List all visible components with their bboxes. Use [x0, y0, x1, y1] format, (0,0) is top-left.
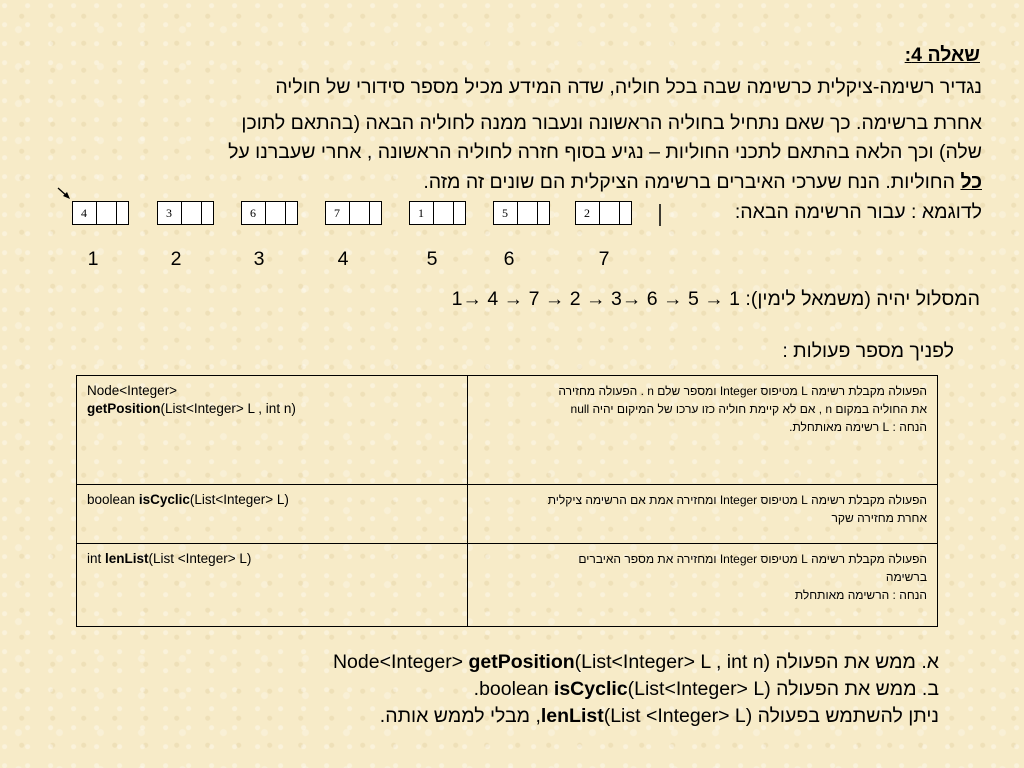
question-line-2: אחרת ברשימה. כך שאם נתחיל בחוליה הראשונה ונעבור ממנה לחוליה הבאה (בהתאם לתוכן: [241, 112, 982, 134]
operation-signature: boolean isCyclic(List<Integer> L): [77, 485, 468, 544]
list-node: [409, 201, 466, 225]
node-value: 7: [326, 202, 350, 224]
task-c: ניתן להשתמש בפעולה lenList(List <Integer> L), מבלי לממש אותה.: [379, 705, 939, 727]
question-line-1: נגדיר רשימה-ציקלית כרשימה שבה בכל חוליה, שדה המידע מכיל מספר סידורי של חוליה: [275, 76, 982, 98]
question-title: שאלה 4:: [904, 44, 980, 66]
question-line-3: שלה) וכך הלאה בהתאם לתכני החוליות – נגיע בסוף חזרה לחוליה הראשונה , אחרי שעברנו על: [228, 141, 982, 163]
path-line: המסלול יהיה (משמאל לימין): 1 → 5 → 6 →3 → 2 → 7 → 4 →1: [451, 288, 980, 310]
node-value: 1: [410, 202, 434, 224]
list-node: [575, 201, 632, 225]
example-line: לדוגמא : עבור הרשימה הבאה:: [734, 201, 982, 223]
question-line-4-text: החוליות. הנח שערכי האיברים ברשימה הציקלית הם שונים זה מזה.: [423, 171, 956, 193]
position-label: 1: [87, 248, 99, 270]
node-value: 2: [576, 202, 600, 224]
node-value: 3: [158, 202, 182, 224]
position-label: 6: [503, 248, 515, 270]
table-row: [77, 485, 938, 544]
operation-description: הפעולה מקבלת רשימה L מטיפוס Integer ומספר שלם n . הפעולה מחזירה את החוליה במקום n , אם לא קיימת חוליה כזו ערכו של המיקום יהיה null הנחה : L רשימה מאותחלת.: [468, 376, 938, 485]
operations-intro: לפניך מספר פעולות :: [782, 340, 954, 362]
node-value: 4: [73, 202, 97, 224]
bold-word-all: כל: [960, 171, 982, 193]
position-label: 5: [426, 248, 438, 270]
operation-signature: Node<Integer> getPosition(List<Integer> L , int n): [77, 376, 468, 485]
list-node: [325, 201, 382, 225]
list-node: [241, 201, 298, 225]
operation-description: הפעולה מקבלת רשימה L מטיפוס Integer ומחזירה את מספר האיברים ברשימה הנחה : הרשימה מאותחלת: [468, 544, 938, 627]
operation-description: הפעולה מקבלת רשימה L מטיפוס Integer ומחזירה אמת אם הרשימה ציקלית אחרת מחזירה שקר: [468, 485, 938, 544]
position-label: 3: [253, 248, 265, 270]
table-row: [77, 376, 938, 485]
list-node: [72, 201, 129, 225]
node-value: 5: [494, 202, 518, 224]
list-node: [157, 201, 214, 225]
table-row: [77, 544, 938, 627]
node-value: 6: [242, 202, 266, 224]
position-label: 7: [598, 248, 610, 270]
task-b: ב. ממש את הפעולה boolean isCyclic(List<Integer> L).: [473, 678, 939, 700]
position-label: 4: [337, 248, 349, 270]
task-a: א. ממש את הפעולה Node<Integer> getPosition(List<Integer> L , int n): [332, 651, 939, 673]
operations-table: [76, 375, 938, 627]
list-node: [493, 201, 550, 225]
position-label: 2: [170, 248, 182, 270]
operation-signature: int lenList(List <Integer> L): [77, 544, 468, 627]
